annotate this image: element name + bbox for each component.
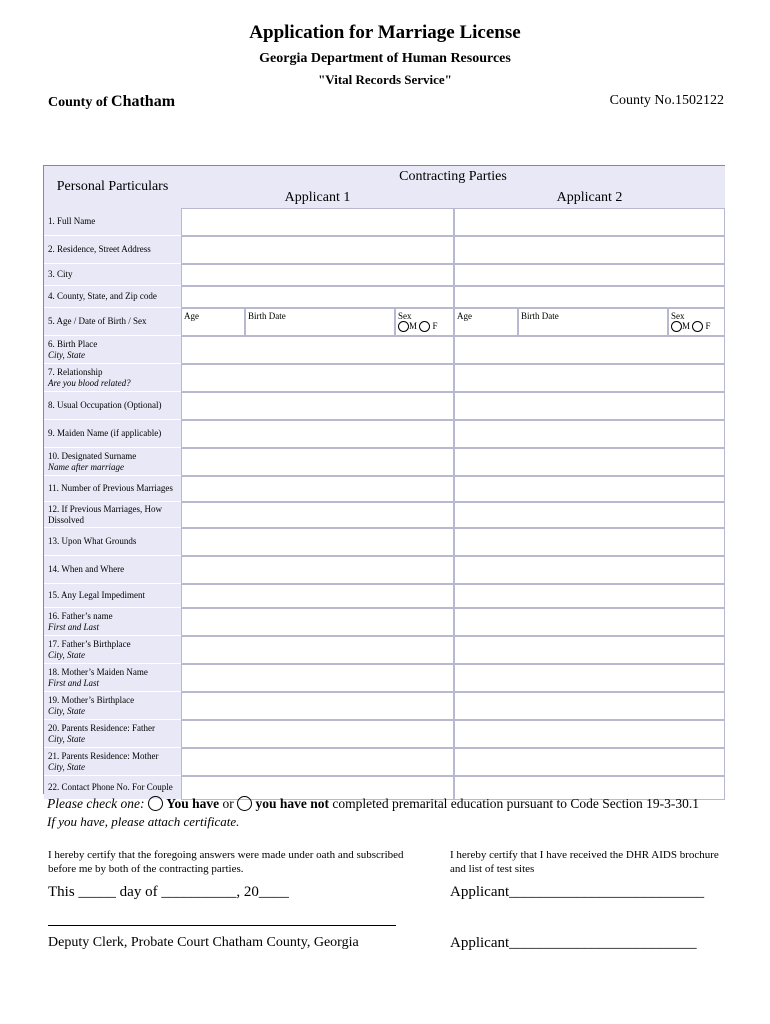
sex-options	[671, 321, 711, 332]
row-label-text: 16. Father’s name	[48, 610, 113, 621]
you-have-label: You have	[166, 796, 220, 811]
row-label-text: 7. Relationship	[48, 366, 103, 377]
applicant-2-field[interactable]	[454, 476, 725, 502]
applicant-2-field[interactable]	[454, 364, 725, 392]
female-label: F	[432, 321, 438, 331]
row-label	[44, 364, 181, 392]
applicant-1-header: Applicant 1	[181, 188, 454, 208]
birth-date-label: Birth Date	[248, 311, 286, 321]
applicant-1-field[interactable]	[181, 364, 454, 392]
sex-options	[398, 321, 438, 332]
applicant-2-field[interactable]	[454, 584, 725, 608]
row-label	[44, 476, 181, 502]
date-line[interactable]: This _____ day of __________, 20____	[48, 884, 289, 900]
department-name: Georgia Department of Human Resources	[259, 51, 511, 66]
sex-label: Sex	[398, 311, 412, 321]
county-label	[48, 93, 175, 111]
female-label: F	[705, 321, 711, 331]
row-label	[44, 448, 181, 476]
applicant-1-age-field[interactable]	[181, 308, 245, 336]
row-label	[44, 420, 181, 448]
applicant-2-field[interactable]	[454, 392, 725, 420]
applicant-2-field[interactable]	[454, 448, 725, 476]
row-label-hint: City, State	[48, 349, 85, 360]
service-name: "Vital Records Service"	[318, 72, 452, 87]
attach-certificate-note: If you have, please attach certificate.	[47, 814, 240, 829]
female-radio[interactable]	[692, 321, 703, 332]
row-label-text: 5. Age / Date of Birth / Sex	[48, 316, 147, 326]
male-radio[interactable]	[398, 321, 409, 332]
applicant-1-field[interactable]	[181, 336, 454, 364]
applicant-1-field[interactable]	[181, 236, 454, 264]
or-text: or	[219, 796, 238, 811]
male-label: M	[682, 321, 691, 331]
applicant-1-field[interactable]	[181, 392, 454, 420]
row-label-text: 17. Father’s Birthplace	[48, 638, 131, 649]
applicant-2-field[interactable]	[454, 336, 725, 364]
row-label-text: 13. Upon What Grounds	[48, 536, 137, 546]
applicant-2-field[interactable]	[454, 748, 725, 776]
applicant-1-field[interactable]	[181, 502, 454, 528]
applicant-2-sex-field[interactable]	[668, 308, 725, 336]
applicant-1-field[interactable]	[181, 720, 454, 748]
male-label: M	[409, 321, 418, 331]
applicant-1-field[interactable]	[181, 476, 454, 502]
applicant-2-field[interactable]	[454, 286, 725, 308]
county-number: County No.1502122	[609, 93, 724, 108]
personal-particulars-header: Personal Particulars	[44, 166, 181, 208]
applicant-1-field[interactable]	[181, 692, 454, 720]
applicant-1-field[interactable]	[181, 748, 454, 776]
row-label-text: 12. If Previous Marriages, How Dissolved	[48, 503, 162, 525]
applicant-2-field[interactable]	[454, 236, 725, 264]
applicant-1-field[interactable]	[181, 264, 454, 286]
you-have-not-radio[interactable]	[237, 796, 252, 811]
applicant-1-field[interactable]	[181, 286, 454, 308]
row-label-text: 4. County, State, and Zip code	[48, 291, 157, 301]
sex-label: Sex	[671, 311, 685, 321]
row-label-text: 10. Designated Surname	[48, 450, 137, 461]
applicant-2-field[interactable]	[454, 720, 725, 748]
application-table	[43, 165, 725, 794]
row-label-text: 8. Usual Occupation (Optional)	[48, 400, 162, 410]
applicant-1-field[interactable]	[181, 448, 454, 476]
applicant-signature-2[interactable]: Applicant_________________________	[450, 935, 697, 951]
check-rest-text: completed premarital education pursuant to Code Section 19-3-30.1	[328, 796, 700, 811]
row-label	[44, 608, 181, 636]
applicant-1-field[interactable]	[181, 556, 454, 584]
row-label-text: 11. Number of Previous Marriages	[48, 483, 173, 493]
row-label-hint: City, State	[48, 705, 85, 716]
row-label-text: 1. Full Name	[48, 216, 96, 226]
row-label	[44, 636, 181, 664]
applicant-1-sex-field[interactable]	[395, 308, 454, 336]
row-label-text: 22. Contact Phone No. For Couple	[48, 782, 173, 792]
aids-brochure-certification: I hereby certify that I have received the DHR AIDS brochure and list of test sites	[450, 849, 719, 875]
row-label-text: 6. Birth Place	[48, 338, 98, 349]
row-label	[44, 720, 181, 748]
applicant-2-field[interactable]	[454, 208, 725, 236]
row-label-text: 14. When and Where	[48, 564, 125, 574]
applicant-1-field[interactable]	[181, 584, 454, 608]
row-label	[44, 336, 181, 364]
form-title: Application for Marriage License	[249, 22, 521, 43]
applicant-1-field[interactable]	[181, 528, 454, 556]
row-label-hint: First and Last	[48, 677, 100, 688]
deputy-clerk-label: Deputy Clerk, Probate Court Chatham County, Georgia	[48, 935, 359, 950]
row-label-hint: City, State	[48, 761, 85, 772]
county-prefix: County of	[48, 95, 112, 110]
applicant-2-field[interactable]	[454, 528, 725, 556]
row-label-hint: Name after marriage	[48, 461, 124, 472]
row-label-text: 9. Maiden Name (if applicable)	[48, 428, 162, 438]
applicant-1-field[interactable]	[181, 420, 454, 448]
row-label-hint: City, State	[48, 733, 85, 744]
row-label	[44, 692, 181, 720]
clerk-signature-line[interactable]	[48, 925, 396, 926]
applicant-2-field[interactable]	[454, 636, 725, 664]
row-label	[44, 528, 181, 556]
applicant-2-field[interactable]	[454, 420, 725, 448]
row-label	[44, 502, 181, 528]
male-radio[interactable]	[671, 321, 682, 332]
applicant-1-field[interactable]	[181, 664, 454, 692]
applicant-2-field[interactable]	[454, 556, 725, 584]
row-label-text: 2. Residence, Street Address	[48, 244, 151, 254]
clerk-certification: I hereby certify that the foregoing answers were made under oath and subscribed before me by both of the contracting parties.	[48, 849, 404, 875]
row-label-hint: First and Last	[48, 621, 100, 632]
applicant-1-field[interactable]	[181, 608, 454, 636]
row-label	[44, 208, 181, 236]
applicant-2-field[interactable]	[454, 608, 725, 636]
age-label: Age	[184, 311, 199, 321]
applicant-1-field[interactable]	[181, 636, 454, 664]
check-prompt: Please check one:	[47, 796, 148, 811]
applicant-signature-1[interactable]: Applicant__________________________	[450, 884, 705, 900]
row-label	[44, 264, 181, 286]
applicant-1-birth-date-field[interactable]	[245, 308, 395, 336]
row-label-text: 18. Mother’s Maiden Name	[48, 666, 148, 677]
you-have-not-label: you have not	[255, 796, 329, 811]
row-label	[44, 286, 181, 308]
applicant-2-header: Applicant 2	[454, 188, 725, 208]
applicant-2-birth-date-field[interactable]	[518, 308, 668, 336]
age-label: Age	[457, 311, 472, 321]
row-label	[44, 664, 181, 692]
female-radio[interactable]	[419, 321, 430, 332]
contracting-parties-header: Contracting Parties	[181, 166, 725, 188]
row-label	[44, 236, 181, 264]
row-label-hint: Are you blood related?	[48, 377, 131, 388]
row-label-text: 21. Parents Residence: Mother	[48, 750, 159, 761]
row-label-text: 3. City	[48, 269, 73, 279]
row-label	[44, 308, 181, 336]
county-name: Chatham	[111, 93, 176, 110]
premarital-education-check	[47, 796, 699, 812]
row-label-text: 15. Any Legal Impediment	[48, 590, 145, 600]
applicant-2-field[interactable]	[454, 664, 725, 692]
applicant-1-field[interactable]	[181, 208, 454, 236]
birth-date-label: Birth Date	[521, 311, 559, 321]
applicant-2-field[interactable]	[454, 502, 725, 528]
applicant-2-field[interactable]	[454, 692, 725, 720]
row-label	[44, 748, 181, 776]
you-have-radio[interactable]	[148, 796, 163, 811]
row-label	[44, 584, 181, 608]
row-label-hint: City, State	[48, 649, 85, 660]
row-label	[44, 392, 181, 420]
applicant-2-age-field[interactable]	[454, 308, 518, 336]
row-label	[44, 556, 181, 584]
row-label-text: 20. Parents Residence: Father	[48, 722, 155, 733]
applicant-2-field[interactable]	[454, 264, 725, 286]
row-label-text: 19. Mother’s Birthplace	[48, 694, 135, 705]
